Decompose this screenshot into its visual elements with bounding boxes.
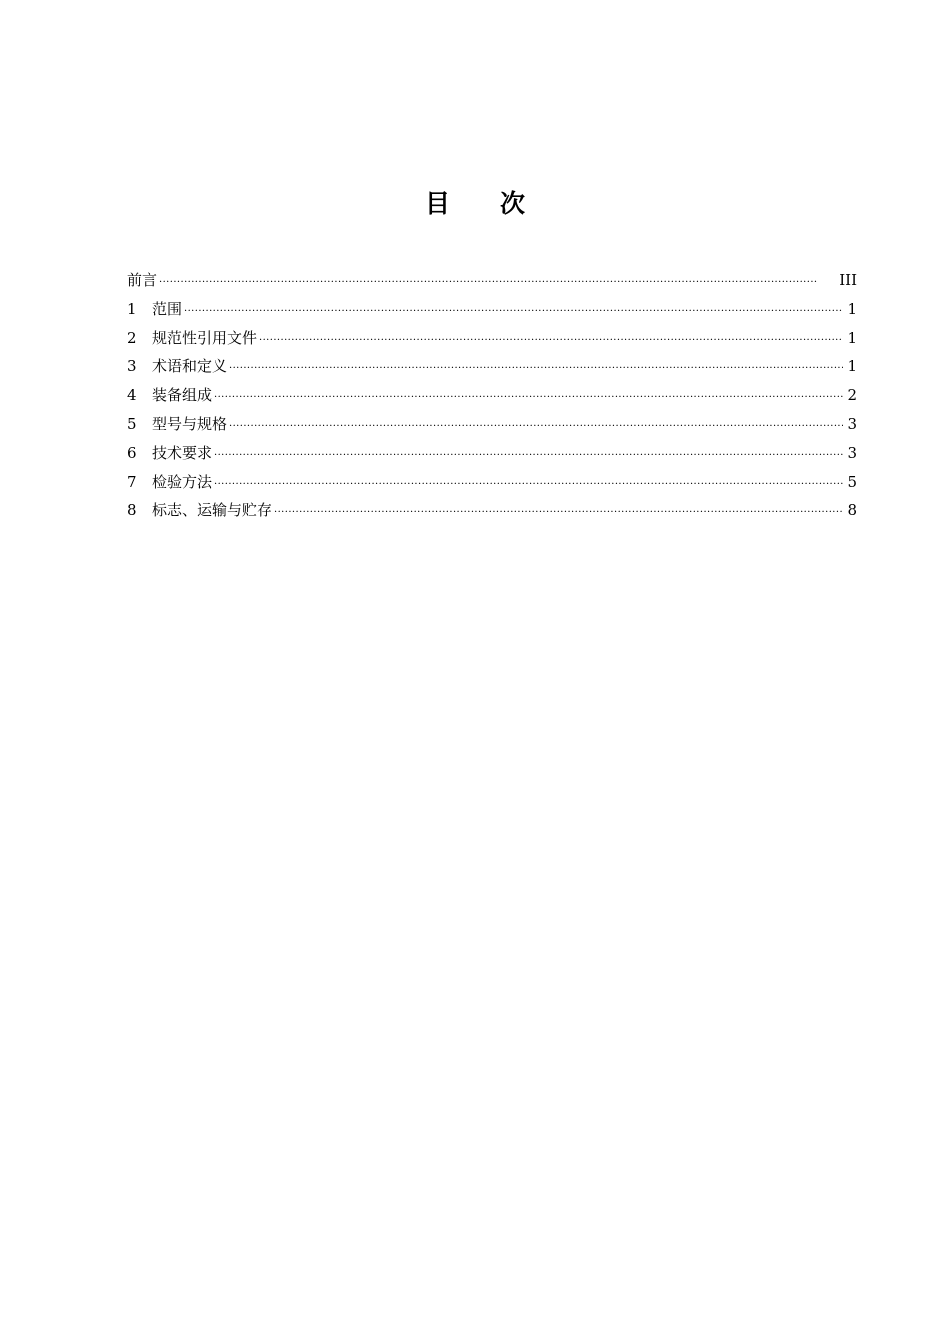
toc-entry-6[interactable] — [127, 439, 857, 468]
toc-entry-label: 前言 — [127, 271, 158, 289]
toc-entry-2[interactable] — [127, 324, 857, 353]
toc-entry-5[interactable] — [127, 410, 857, 439]
toc-entry-8[interactable] — [127, 496, 857, 525]
toc-entry-label: 技术要求 — [152, 443, 213, 462]
toc-section-number: 4 — [127, 386, 137, 405]
toc-leader-dots — [214, 381, 843, 410]
toc-entry-7[interactable] — [127, 468, 857, 497]
toc-entry-label: 术语和定义 — [152, 357, 228, 376]
toc-entry-label: 范围 — [152, 299, 183, 318]
toc-section-number: 1 — [127, 299, 137, 318]
toc-page-number: III — [839, 271, 857, 289]
toc-section-number: 7 — [127, 472, 137, 491]
toc-entry-label: 型号与规格 — [152, 414, 228, 433]
toc-entry-3[interactable] — [127, 352, 857, 381]
toc-page-number: 3 — [847, 414, 857, 433]
toc-section-number: 3 — [127, 357, 137, 376]
toc-page-number: 2 — [847, 386, 857, 405]
toc-leader-dots — [159, 266, 837, 295]
toc-leader-dots — [229, 410, 843, 439]
toc-leader-dots — [259, 324, 843, 353]
toc-page-number: 5 — [847, 472, 857, 491]
toc-entry-label: 检验方法 — [152, 472, 213, 491]
toc-entry-label: 装备组成 — [152, 386, 213, 405]
title-char-2: 次 — [500, 189, 526, 218]
table-of-contents — [127, 266, 857, 525]
toc-page-number: 1 — [847, 328, 857, 347]
toc-leader-dots — [274, 496, 843, 525]
toc-entry-4[interactable] — [127, 381, 857, 410]
toc-section-number: 6 — [127, 443, 137, 462]
toc-leader-dots — [229, 352, 843, 381]
toc-page-number: 3 — [847, 443, 857, 462]
toc-page-number: 8 — [847, 501, 857, 520]
toc-entry-label: 标志、运输与贮存 — [152, 501, 273, 520]
title-char-1: 目 — [424, 189, 450, 218]
toc-entry-label: 规范性引用文件 — [152, 328, 258, 347]
toc-page-number: 1 — [847, 357, 857, 376]
toc-leader-dots — [214, 439, 843, 468]
page-title — [0, 186, 950, 222]
toc-leader-dots — [214, 468, 843, 497]
toc-section-number: 8 — [127, 501, 137, 520]
toc-section-number: 2 — [127, 328, 137, 347]
toc-entry-1[interactable] — [127, 295, 857, 324]
toc-section-number: 5 — [127, 414, 137, 433]
toc-leader-dots — [184, 295, 843, 324]
toc-page-number: 1 — [847, 299, 857, 318]
toc-entry-foreword[interactable] — [127, 266, 857, 295]
